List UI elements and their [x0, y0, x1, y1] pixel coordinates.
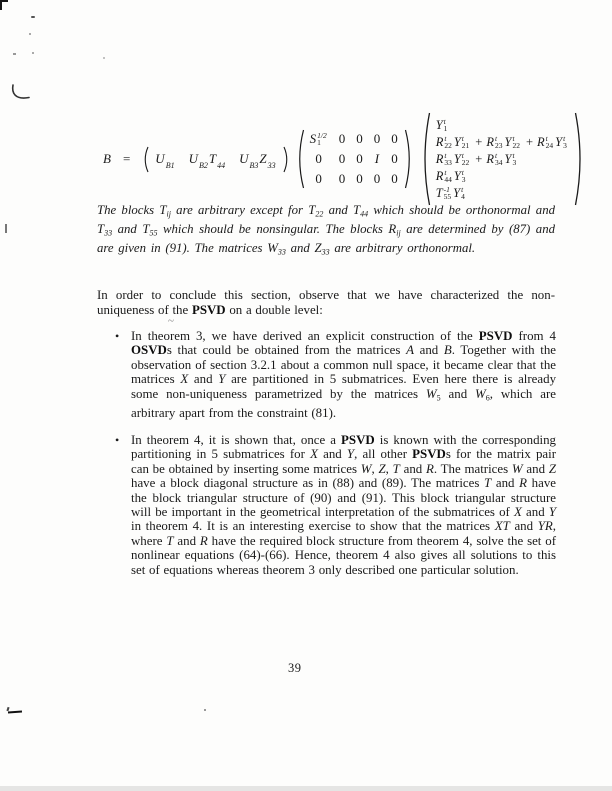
- right-paren-icon: [283, 146, 291, 173]
- pen-dash-mark: [8, 711, 22, 714]
- display-equation: [103, 111, 587, 207]
- matrix-cell: 0: [338, 151, 346, 166]
- equals-sign: =: [122, 151, 131, 166]
- bullet-text-theorem-3: In theorem 3, we have derived an explicit construction of the PSVD from 4 OSVDs that could be obtained from the matrices A and B. Together with the observation of section 3.2.1 about a common null space, it became clear that the matrices X and Y are partitioned in 5 submatrices. Even here there is already some non-uniqueness parametrized by the matrices W5 and W6, which are arbitrary apart from the constraint (81).: [131, 329, 557, 420]
- column-vector-row: R t 22 Y t 21 + R t 23 Y t 22 + R t 24 Y t 3: [435, 134, 567, 150]
- matrix-cell: 0: [356, 131, 363, 146]
- equation-lhs: B: [103, 151, 111, 166]
- scan-speck: [13, 53, 16, 55]
- page-number: 39: [288, 661, 302, 675]
- pen-curve-mark: [10, 84, 32, 109]
- matrix-cell: 0: [391, 151, 398, 166]
- left-paren-icon: [418, 112, 431, 206]
- scan-speck: [31, 16, 35, 18]
- matrix-cell: 0: [391, 131, 398, 146]
- scan-speck: [32, 52, 34, 54]
- matrix-cell: 0: [315, 171, 322, 186]
- column-vector-row: Y t 1: [435, 117, 448, 133]
- matrix-cell: 0: [391, 171, 398, 186]
- matrix-cell: 0: [315, 151, 322, 166]
- scan-tilde-mark: ~: [168, 315, 174, 327]
- equation-remark-paragraph: The blocks Tij are arbitrary except for T22 and T44 which should be orthonormal and T33 and T55 which should be nonsingular. The blocks Rij are determined by (87) and are given in (91). The matrices W33 and Z33 are arbitrary orthonormal.: [97, 203, 556, 257]
- matrix-cell: 0: [338, 131, 346, 146]
- bullet-text-theorem-4: In theorem 4, it is shown that, once a PSVD is known with the corresponding partitioning in 5 submatrices for X and Y, all other PSVDs for the matrix pair can be obtained by inserting some matrices W, Z, T and R. The matrices W and Z have a block diagonal structure as in (88) and (89). The matrices T and R have the block triangular structure of (90) and (91). This block triangular structure will be important in the geometrical interpretation of the submatrices of X and Y in theorem 4. It is an interesting exercise to show that the matrices XT and YR, where T and R have the required block structure from theorem 4, solve the set of nonlinear equations (64)-(66). Hence, theorem 4 also gives all solutions to this set of equations whereas theorem 3 only described one particular solution.: [131, 432, 557, 577]
- matrix-cell: 0: [356, 151, 363, 166]
- scan-tick-mark: [5, 224, 7, 233]
- matrix-cell: 0: [373, 171, 381, 186]
- column-vector: [431, 117, 574, 202]
- matrix-cell: 0: [338, 171, 346, 186]
- scan-speck: [103, 57, 105, 59]
- matrix-cell: 0: [356, 171, 363, 186]
- matrix-cell: 0: [373, 131, 381, 146]
- scan-corner-mark: [0, 0, 2, 10]
- matrix-cell: I: [374, 151, 380, 166]
- right-paren-icon: [574, 112, 587, 206]
- matrix-cell: S 1/2 1: [309, 131, 327, 147]
- diagonal-matrix: [305, 131, 404, 187]
- column-vector-row: R t 33 Y t 22 + R t 34 Y t 3: [435, 151, 517, 167]
- right-paren-icon: [404, 129, 415, 189]
- bullet-icon: •: [115, 432, 120, 447]
- scan-speck: [204, 709, 206, 711]
- row-vector-cell: U B1: [155, 151, 175, 170]
- left-paren-icon: [294, 129, 305, 189]
- list-item: [115, 433, 556, 577]
- column-vector-row: R t 44 Y t 3: [435, 168, 466, 184]
- intro-paragraph: In order to conclude this section, observe that we have characterized the non-uniqueness of the PSVD on a double level:: [97, 288, 555, 317]
- list-item: [115, 329, 556, 420]
- row-vector: [149, 151, 282, 170]
- bullet-icon: •: [115, 329, 120, 343]
- column-vector-row: T -1 55 Y t 4: [435, 185, 465, 201]
- scan-speck: [29, 33, 31, 35]
- row-vector-cell: U B2 T 44: [188, 151, 226, 170]
- left-paren-icon: [141, 146, 149, 173]
- bullet-list: [115, 329, 556, 590]
- scan-edge-shadow: [0, 786, 612, 791]
- row-vector-cell: U B3 Z 33: [239, 151, 276, 170]
